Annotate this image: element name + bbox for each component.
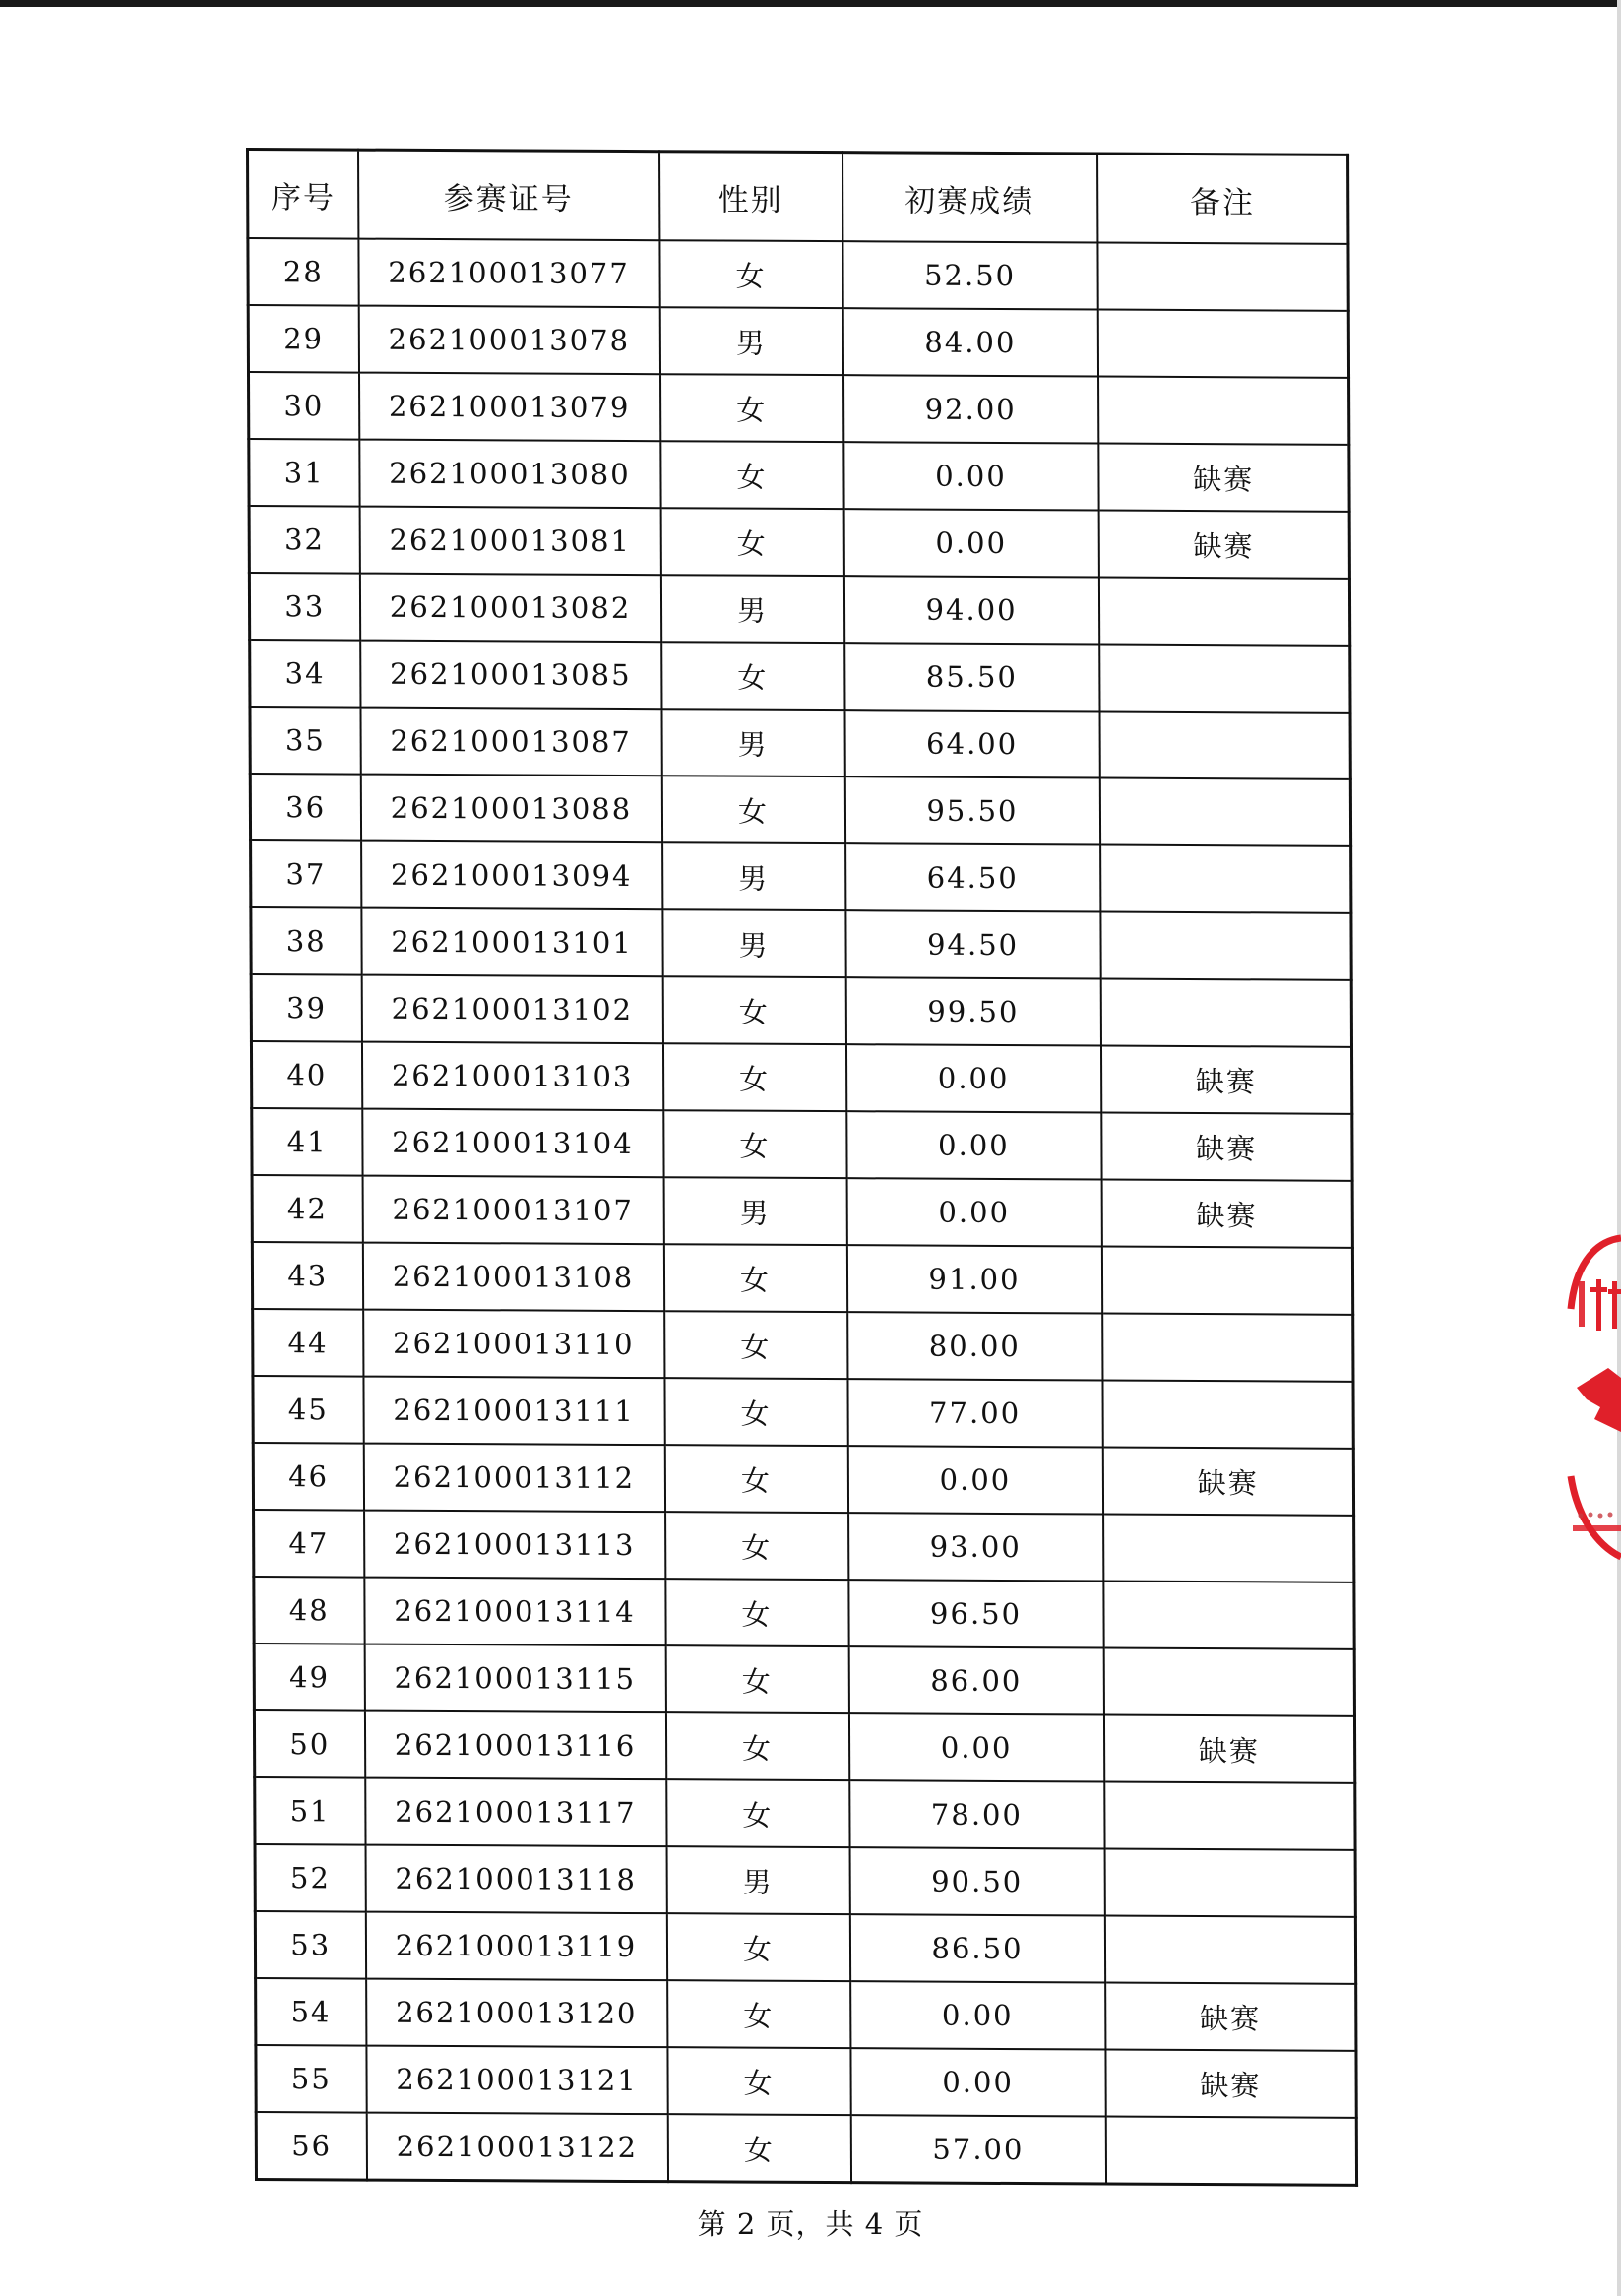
table-row <box>252 1242 1352 1315</box>
cell-seq: 47 <box>254 1510 364 1578</box>
cell-seq: 55 <box>256 2045 366 2113</box>
table-row <box>253 1376 1353 1449</box>
cell-score: 77.00 <box>847 1379 1102 1447</box>
cell-id: 262100013094 <box>361 841 662 910</box>
table-row <box>255 1844 1355 1917</box>
cell-id: 262100013108 <box>362 1243 663 1312</box>
cell-id: 262100013107 <box>362 1176 663 1245</box>
cell-score: 0.00 <box>850 2048 1105 2116</box>
cell-score: 0.00 <box>845 1044 1100 1112</box>
page-number: 第 2 页，共 4 页 <box>697 2207 924 2241</box>
table-row <box>253 1443 1353 1516</box>
cell-score: 0.00 <box>843 509 1098 577</box>
cell-gender: 女 <box>666 1913 849 1981</box>
cell-id: 262100013121 <box>366 2046 667 2115</box>
table-row <box>256 1978 1356 2051</box>
cell-gender: 女 <box>665 1645 848 1713</box>
cell-score: 64.00 <box>844 710 1099 777</box>
cell-seq: 33 <box>249 573 359 641</box>
cell-id: 262100013104 <box>362 1109 663 1178</box>
cell-gender: 女 <box>660 374 843 442</box>
score-sheet <box>246 148 1355 2167</box>
cell-gender: 女 <box>667 2047 850 2115</box>
cell-note <box>1102 1314 1353 1382</box>
cell-seq: 29 <box>248 305 358 373</box>
cell-id: 262100013118 <box>365 1845 666 1914</box>
cell-id: 262100013117 <box>365 1778 666 1847</box>
cell-seq: 31 <box>249 439 359 507</box>
cell-score: 0.00 <box>843 442 1098 510</box>
cell-seq: 43 <box>252 1242 362 1310</box>
cell-score: 52.50 <box>842 241 1097 309</box>
cell-seq: 45 <box>253 1376 363 1444</box>
header-note: 备注 <box>1097 154 1348 244</box>
cell-gender: 女 <box>663 1110 846 1178</box>
cell-score: 84.00 <box>842 308 1097 376</box>
cell-gender: 女 <box>662 976 845 1044</box>
header-score: 初赛成绩 <box>842 153 1097 243</box>
cell-note <box>1098 578 1349 646</box>
cell-score: 94.00 <box>843 576 1098 644</box>
cell-note: 缺赛 <box>1102 1448 1353 1516</box>
table-row <box>249 573 1349 646</box>
cell-score: 91.00 <box>846 1245 1101 1313</box>
cell-gender: 男 <box>660 575 843 643</box>
cell-gender: 女 <box>661 642 844 710</box>
table-row <box>251 1041 1351 1114</box>
table-row <box>251 907 1351 980</box>
cell-score: 99.50 <box>845 977 1100 1045</box>
table-row <box>254 1577 1354 1649</box>
cell-note <box>1103 1515 1354 1582</box>
table-row <box>256 2112 1356 2185</box>
cell-gender: 男 <box>659 307 842 375</box>
header-gender: 性别 <box>659 152 842 241</box>
table-row <box>250 707 1350 779</box>
cell-note <box>1100 912 1351 980</box>
cell-note: 缺赛 <box>1103 1715 1354 1783</box>
cell-id: 262100013114 <box>364 1578 665 1646</box>
table-row <box>248 238 1348 311</box>
cell-id: 262100013115 <box>364 1644 665 1713</box>
cell-note <box>1104 1782 1355 1850</box>
cell-gender: 男 <box>663 1177 846 1245</box>
cell-seq: 44 <box>253 1309 363 1377</box>
cell-seq: 28 <box>248 238 358 306</box>
cell-seq: 37 <box>251 840 361 908</box>
scan-top-edge <box>0 0 1621 7</box>
cell-seq: 42 <box>252 1175 362 1243</box>
cell-score: 86.00 <box>848 1646 1103 1714</box>
cell-note <box>1103 1648 1354 1716</box>
table-row <box>252 1175 1352 1248</box>
cell-note <box>1101 1247 1352 1315</box>
cell-note <box>1104 1849 1355 1917</box>
table-row <box>255 1911 1355 1984</box>
table-row <box>250 774 1350 846</box>
cell-seq: 56 <box>256 2112 366 2180</box>
cell-id: 262100013085 <box>360 641 661 710</box>
cell-seq: 48 <box>254 1577 364 1644</box>
cell-note: 缺赛 <box>1105 1983 1356 2051</box>
cell-gender: 女 <box>665 1712 848 1780</box>
cell-gender: 女 <box>660 508 843 576</box>
table-row <box>256 2045 1356 2118</box>
cell-note: 缺赛 <box>1100 1046 1351 1114</box>
cell-seq: 34 <box>250 640 360 708</box>
cell-id: 262100013081 <box>359 507 660 576</box>
table-row <box>252 1108 1352 1181</box>
cell-note: 缺赛 <box>1101 1180 1352 1248</box>
cell-score: 64.50 <box>845 843 1100 911</box>
score-table <box>246 148 1358 2187</box>
cell-note <box>1105 2116 1356 2185</box>
cell-seq: 46 <box>253 1443 363 1511</box>
cell-id: 262100013101 <box>361 908 662 977</box>
cell-score: 78.00 <box>849 1780 1104 1848</box>
cell-score: 90.50 <box>849 1847 1104 1915</box>
cell-id: 262100013120 <box>366 1979 667 2048</box>
cell-gender: 男 <box>662 842 845 910</box>
table-row <box>249 439 1349 512</box>
cell-id: 262100013078 <box>358 306 659 375</box>
cell-seq: 40 <box>251 1041 361 1109</box>
cell-gender: 女 <box>659 240 842 308</box>
cell-gender: 女 <box>661 776 844 843</box>
table-row <box>254 1710 1354 1783</box>
cell-score: 96.50 <box>848 1580 1103 1647</box>
cell-id: 262100013112 <box>363 1444 664 1513</box>
table-row <box>255 1777 1355 1850</box>
cell-gender: 女 <box>666 1779 849 1847</box>
table-row <box>254 1510 1354 1582</box>
cell-gender: 女 <box>663 1244 846 1312</box>
cell-id: 262100013102 <box>361 975 662 1044</box>
cell-id: 262100013111 <box>363 1377 664 1446</box>
table-body <box>248 238 1357 2185</box>
cell-note: 缺赛 <box>1098 444 1349 512</box>
table-row <box>250 640 1350 713</box>
cell-score: 92.00 <box>843 375 1098 443</box>
cell-seq: 32 <box>249 506 359 574</box>
cell-score: 95.50 <box>844 776 1099 844</box>
cell-note: 缺赛 <box>1105 2050 1356 2118</box>
cell-id: 262100013103 <box>361 1042 662 1111</box>
cell-gender: 女 <box>667 2114 850 2182</box>
cell-note: 缺赛 <box>1098 511 1349 579</box>
cell-id: 262100013113 <box>364 1511 665 1580</box>
cell-note <box>1100 845 1351 913</box>
cell-id: 262100013110 <box>363 1310 664 1379</box>
header-id: 参赛证号 <box>358 150 659 240</box>
table-row <box>253 1309 1353 1382</box>
cell-gender: 女 <box>664 1311 847 1379</box>
cell-note <box>1100 979 1351 1047</box>
cell-seq: 35 <box>250 707 360 775</box>
cell-score: 0.00 <box>847 1446 1102 1514</box>
cell-seq: 41 <box>252 1108 362 1176</box>
cell-gender: 男 <box>666 1846 849 1914</box>
cell-score: 85.50 <box>844 643 1099 711</box>
cell-seq: 50 <box>254 1710 364 1778</box>
cell-score: 0.00 <box>848 1713 1103 1781</box>
cell-id: 262100013088 <box>360 775 661 843</box>
cell-seq: 49 <box>254 1644 364 1711</box>
cell-note <box>1099 778 1350 846</box>
cell-score: 94.50 <box>845 910 1100 978</box>
cell-seq: 53 <box>255 1911 365 1979</box>
cell-note <box>1099 645 1350 713</box>
cell-score: 0.00 <box>846 1178 1101 1246</box>
cell-seq: 36 <box>250 774 360 841</box>
cell-score: 86.50 <box>849 1914 1104 1982</box>
cell-note <box>1104 1916 1355 1984</box>
cell-score: 0.00 <box>846 1111 1101 1179</box>
cell-id: 262100013087 <box>360 708 661 776</box>
cell-note <box>1103 1582 1354 1649</box>
cell-gender: 女 <box>664 1378 847 1446</box>
cell-score: 80.00 <box>847 1312 1102 1380</box>
cell-note <box>1098 377 1349 445</box>
table-row <box>254 1644 1354 1716</box>
cell-note <box>1102 1381 1353 1449</box>
red-seal-stamp <box>1557 1230 1621 1575</box>
cell-seq: 52 <box>255 1844 365 1912</box>
cell-note <box>1097 243 1348 311</box>
cell-gender: 女 <box>667 1980 850 2048</box>
cell-id: 262100013116 <box>364 1711 665 1780</box>
cell-gender: 女 <box>665 1579 848 1646</box>
cell-gender: 女 <box>664 1445 847 1513</box>
cell-gender: 男 <box>662 909 845 977</box>
header-seq: 序号 <box>248 150 358 239</box>
cell-gender: 女 <box>662 1043 845 1111</box>
scan-right-edge <box>1617 0 1621 2296</box>
cell-seq: 51 <box>255 1777 365 1845</box>
cell-id: 262100013077 <box>358 239 659 308</box>
table-row <box>251 840 1351 913</box>
cell-score: 57.00 <box>850 2115 1105 2184</box>
table-row <box>249 506 1349 579</box>
cell-note <box>1099 712 1350 779</box>
cell-id: 262100013119 <box>365 1912 666 1981</box>
table-row <box>248 305 1348 378</box>
table-header <box>248 150 1348 244</box>
cell-id: 262100013079 <box>358 373 659 442</box>
cell-gender: 女 <box>660 441 843 509</box>
cell-seq: 54 <box>256 1978 366 2046</box>
cell-gender: 男 <box>661 709 844 776</box>
cell-seq: 39 <box>251 974 361 1042</box>
table-row <box>251 974 1351 1047</box>
cell-note <box>1097 310 1348 378</box>
cell-seq: 38 <box>251 907 361 975</box>
cell-note: 缺赛 <box>1101 1113 1352 1181</box>
cell-seq: 30 <box>248 372 358 440</box>
table-row <box>248 372 1348 445</box>
cell-id: 262100013122 <box>366 2113 667 2182</box>
cell-gender: 女 <box>665 1512 848 1580</box>
cell-id: 262100013082 <box>359 574 660 643</box>
header-row <box>248 150 1348 244</box>
cell-score: 93.00 <box>848 1513 1103 1581</box>
cell-id: 262100013080 <box>359 440 660 509</box>
cell-score: 0.00 <box>850 1981 1105 2049</box>
